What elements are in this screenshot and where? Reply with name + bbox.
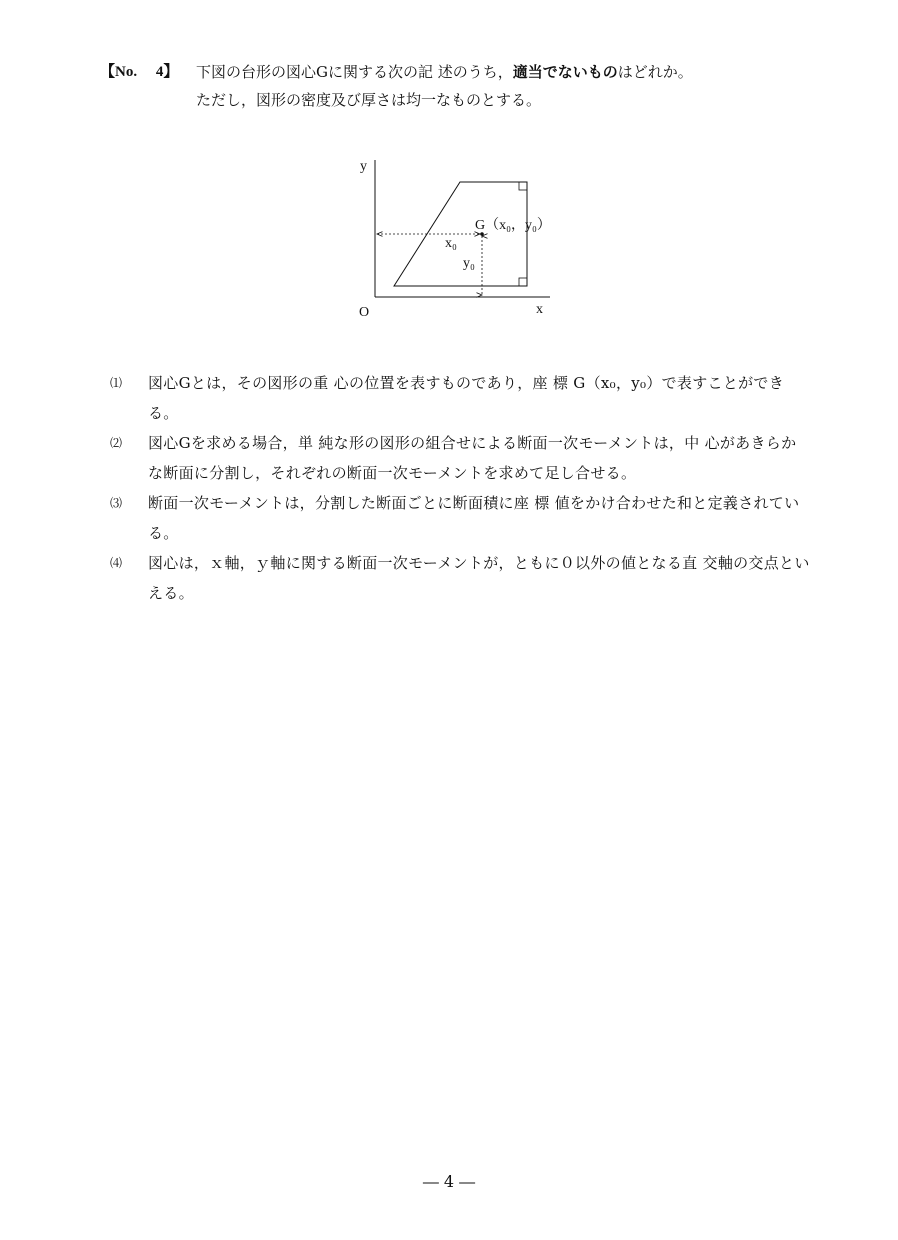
answer-options (110, 368, 810, 608)
question-text-pre: 下図の台形の図心Gに関する次の記 述のうち， (196, 63, 513, 81)
x0-label: x₀ (445, 236, 457, 251)
y-axis-label: y (360, 159, 367, 174)
right-angle-mark-top (519, 182, 527, 190)
centroid-label: G（x₀，y₀） (475, 218, 551, 233)
option-4[interactable] (110, 548, 810, 608)
question-text-line2: ただし，図形の密度及び厚さは均一なものとする。 (196, 91, 542, 109)
option-number: ⑶ (110, 496, 123, 510)
question-text-post: はどれか。 (617, 63, 693, 81)
question-text-line1 (196, 58, 693, 86)
option-number: ⑵ (110, 436, 123, 450)
option-number: ⑴ (110, 376, 123, 390)
option-2[interactable] (110, 428, 810, 488)
page-number: ― 4 ― (422, 1172, 476, 1191)
option-text: 断面一次モーメントは，分割した断面ごとに断面積に座 標 値をかけ合わせた和と定義されている。 (148, 494, 800, 542)
y0-label: y₀ (463, 256, 475, 271)
x-axis-label: x (536, 302, 543, 317)
option-3[interactable] (110, 488, 810, 548)
trapezoid-diagram (350, 150, 570, 322)
question-number: 【No. 4】 (100, 64, 179, 80)
origin-label: O (359, 305, 370, 320)
trapezoid-figure (350, 150, 570, 322)
option-1[interactable] (110, 368, 810, 428)
right-angle-mark-bottom (519, 278, 527, 286)
question-emphasis: 適当でないもの (512, 63, 618, 81)
option-number: ⑷ (110, 556, 123, 570)
option-text: 図心Gを求める場合，単 純な形の図形の組合せによる断面一次モーメントは，中 心があきらかな断面に分割し，それぞれの断面一次モーメントを求めて足し合せる。 (148, 434, 797, 482)
option-text: 図心は，ｘ軸，ｙ軸に関する断面一次モーメントが，ともに０以外の値となる直 交軸の交点といえる。 (148, 554, 810, 602)
option-text: 図心Gとは，その図形の重 心の位置を表すものであり，座 標 G（x₀，y₀）で表すことができる。 (148, 374, 785, 422)
